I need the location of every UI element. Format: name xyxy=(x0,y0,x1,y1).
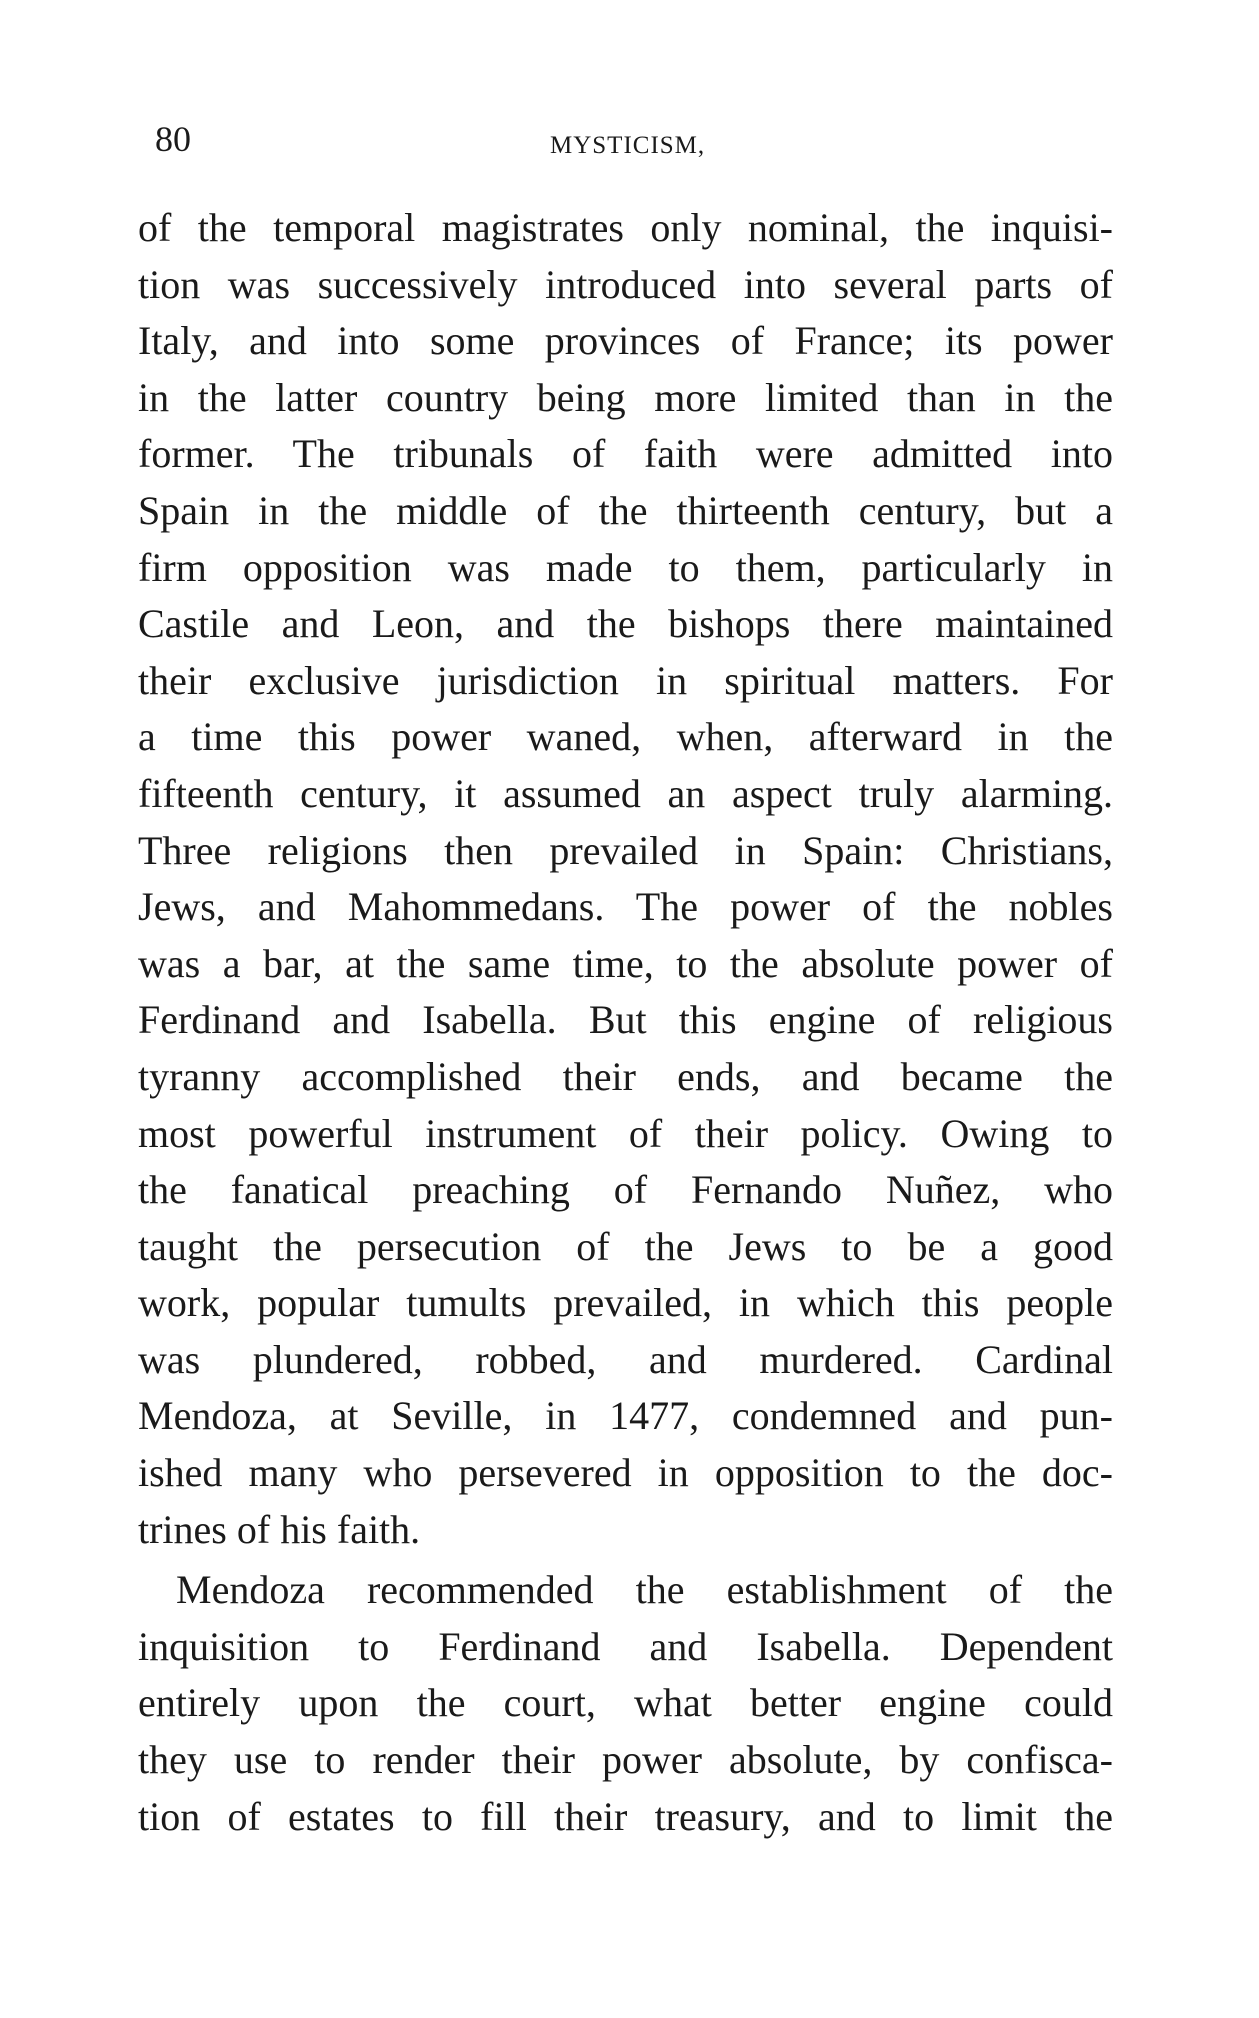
text-line: trines of his faith. xyxy=(138,1506,421,1552)
text-line: former. The tribunals of faith were admitted into xyxy=(138,431,1113,477)
text-line: Three religions then prevailed in Spain: Christians, xyxy=(138,827,1113,873)
text-line: Mendoza recommended the establishment of the xyxy=(176,1567,1113,1613)
running-head: MYSTICISM, xyxy=(550,132,706,159)
text-line: tion was successively introduced into several parts of xyxy=(138,261,1113,307)
text-line: firm opposition was made to them, particularly in xyxy=(138,544,1113,590)
text-line: Castile and Leon, and the bishops there maintained xyxy=(138,601,1113,647)
text-line: was a bar, at the same time, to the absolute power of xyxy=(138,940,1113,986)
page-number: 80 xyxy=(155,119,191,159)
text-line: they use to render their power absolute, by confisca- xyxy=(138,1737,1113,1783)
text-line: Jews, and Mahommedans. The power of the nobles xyxy=(138,884,1113,930)
text-line: tyranny accomplished their ends, and became the xyxy=(138,1053,1113,1099)
text-line: tion of estates to fill their treasury, and to limit the xyxy=(138,1793,1113,1839)
body-text xyxy=(138,200,1113,1845)
text-line: in the latter country being more limited than in the xyxy=(138,374,1113,420)
text-line: their exclusive jurisdiction in spiritual matters. For xyxy=(138,657,1113,703)
paragraph-1 xyxy=(138,200,1113,1558)
text-line: most powerful instrument of their policy. Owing to xyxy=(138,1110,1113,1156)
text-line: Ferdinand and Isabella. But this engine of religious xyxy=(138,997,1113,1043)
text-line: work, popular tumults prevailed, in which this people xyxy=(138,1280,1113,1326)
text-line: Italy, and into some provinces of France; its power xyxy=(138,318,1113,364)
paragraph-2 xyxy=(138,1562,1113,1845)
text-line: ished many who persevered in opposition to the doc- xyxy=(138,1450,1113,1496)
text-line: of the temporal magistrates only nominal, the inquisi- xyxy=(138,205,1113,250)
text-line: taught the persecution of the Jews to be a good xyxy=(138,1223,1113,1269)
page-header xyxy=(155,118,1105,178)
text-line: Mendoza, at Seville, in 1477, condemned and pun- xyxy=(138,1393,1113,1439)
text-line: fifteenth century, it assumed an aspect truly alarming. xyxy=(138,770,1113,816)
text-line: inquisition to Ferdinand and Isabella. Dependent xyxy=(138,1623,1113,1669)
text-line: the fanatical preaching of Fernando Nuñez, who xyxy=(138,1167,1113,1213)
text-line: a time this power waned, when, afterward in the xyxy=(138,714,1113,760)
text-line: entirely upon the court, what better engine could xyxy=(138,1680,1113,1726)
text-line: Spain in the middle of the thirteenth century, but a xyxy=(138,487,1113,533)
text-line: was plundered, robbed, and murdered. Cardinal xyxy=(138,1336,1113,1382)
